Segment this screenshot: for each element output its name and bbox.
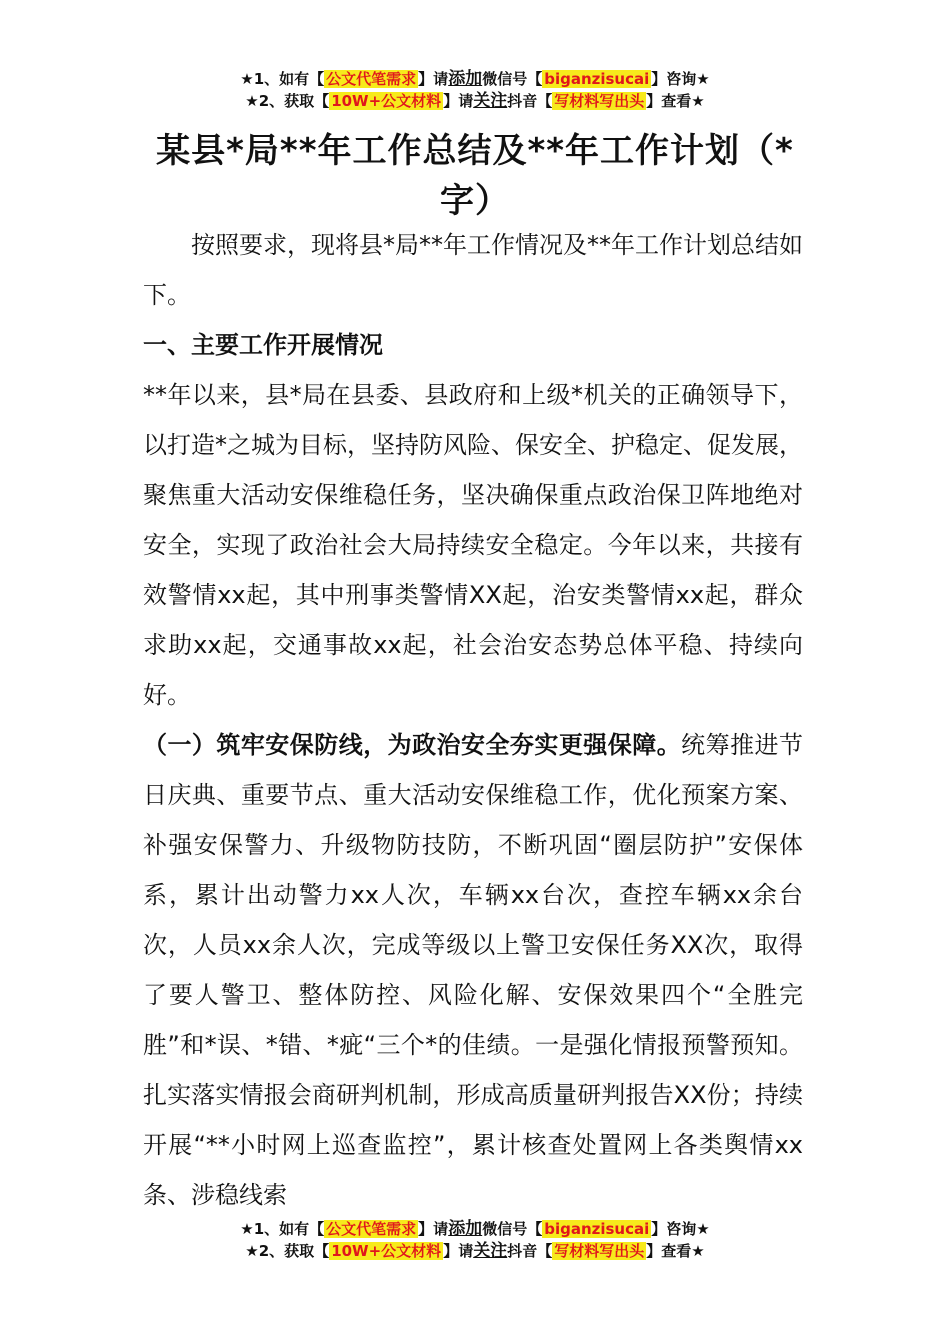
banner-line-2: ★2、获取【 10W+公文材料 】请关注抖音【 写材料写出头 】查看★ — [245, 91, 705, 111]
intro-paragraph: 按照要求，现将县*局**年工作情况及**年工作计划总结如下。 — [143, 231, 803, 309]
section-paragraph: **年以来，县*局在县委、县政府和上级*机关的正确领导下，以打造*之城为目标，坚持防风险、保安全、护稳定、促发展，聚焦重大活动安保维稳任务，坚决确保重点政治保卫阵地绝对安全，实现了政治社会大局持续安全稳定。今年以来，共接有效警情xx起，其中刑事类警情XX起，治安类警情xx起，群众求助xx起，交通事故xx起，社会治安态势总体平稳、持续向好。 — [143, 381, 803, 709]
banner-line-1: ★1、如有【 公文代笔需求 】请添加微信号【 biganzisucai 】咨询★ — [240, 69, 710, 89]
header-banner — [0, 68, 950, 112]
banner-line-2: ★2、获取【 10W+公文材料 】请关注抖音【 写材料写出头 】查看★ — [245, 1241, 705, 1261]
banner-highlight: 写材料写出头 — [554, 1242, 645, 1260]
banner-highlight: biganzisucai — [544, 1220, 650, 1238]
subsection-paragraph — [143, 720, 803, 1220]
subsection-text: 统筹推进节日庆典、重要节点、重大活动安保维稳工作，优化预案方案、补强安保警力、升级物防技防，不断巩固“圈层防护”安保体系，累计出动警力xx人次，车辆xx台次，查控车辆xx余台次，人员xx余人次，完成等级以上警卫安保任务XX次，取得了要人警卫、整体防控、风险化解、安保效果四个“全胜完胜”和*误、*错、*疵“三个*的佳绩。一是强化情报预警预知。扎实落实情报会商研判机制，形成高质量研判报告XX份；持续开展“**小时网上巡查监控”，累计核查处置网上各类舆情xx条、涉稳线索 — [143, 731, 804, 1209]
banner-highlight: 10W+公文材料 — [331, 1242, 442, 1260]
section-heading: 一、主要工作开展情况 — [143, 331, 383, 359]
banner-highlight: biganzisucai — [544, 70, 650, 88]
footer-banner — [0, 1218, 950, 1262]
banner-highlight: 公文代笔需求 — [326, 70, 417, 88]
banner-highlight: 10W+公文材料 — [331, 92, 442, 110]
banner-highlight: 写材料写出头 — [554, 92, 645, 110]
banner-highlight: 公文代笔需求 — [326, 1220, 417, 1238]
document-title: 某县*局**年工作总结及**年工作计划（*字） — [156, 131, 794, 221]
subsection-heading: （一）筑牢安保防线，为政治安全夯实更强保障。 — [143, 731, 682, 759]
document-body — [143, 220, 803, 1220]
banner-line-1: ★1、如有【 公文代笔需求 】请添加微信号【 biganzisucai 】咨询★ — [240, 1219, 710, 1239]
